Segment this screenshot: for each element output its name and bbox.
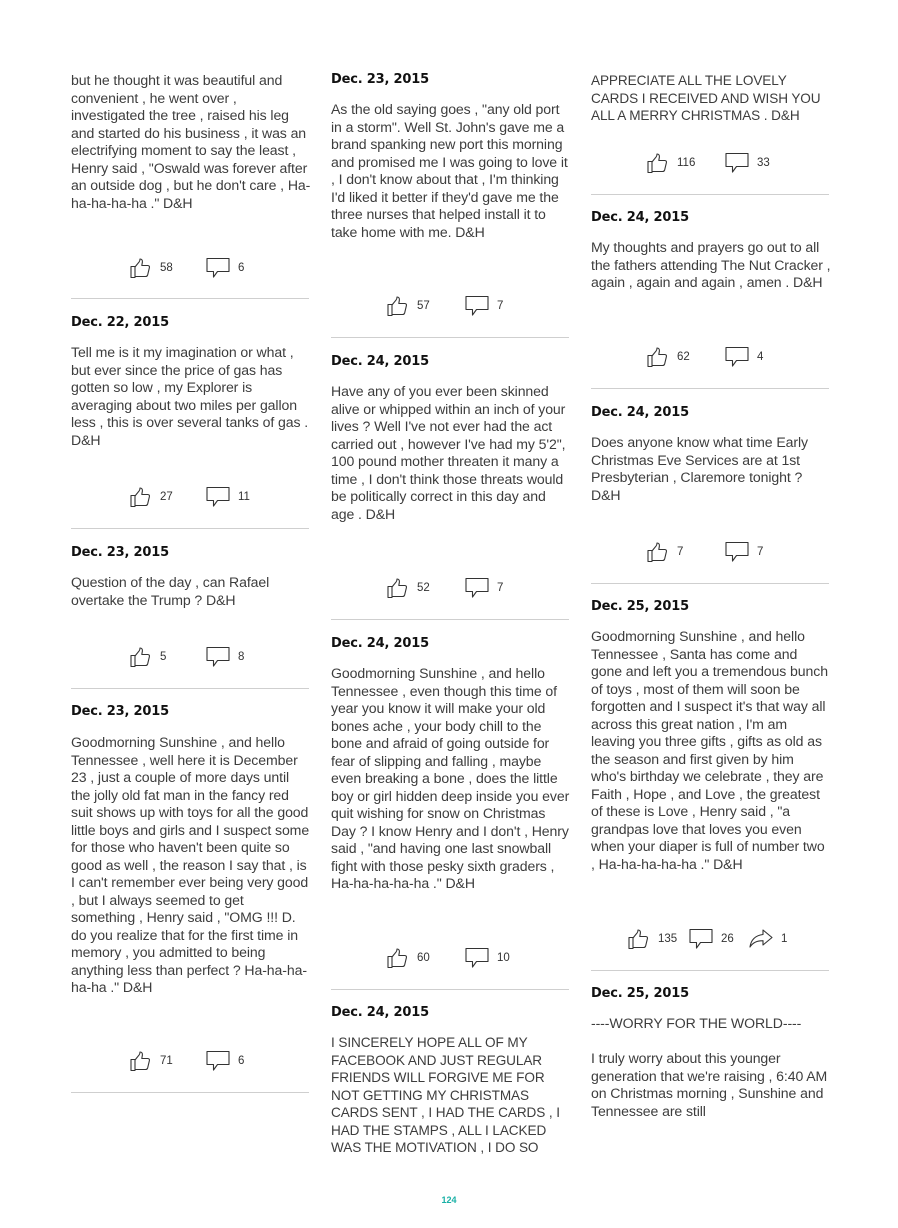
post-date: Dec. 24, 2015: [331, 1005, 429, 1020]
like-count: 116: [677, 157, 696, 169]
like-button[interactable]: [646, 151, 695, 175]
like-count: 135: [658, 933, 678, 945]
like-button[interactable]: [386, 294, 430, 318]
comment-count: 6: [238, 262, 245, 274]
comment-count: 7: [497, 582, 504, 594]
thumbs-up-icon: [386, 294, 410, 318]
comment-button[interactable]: [464, 946, 510, 970]
comment-button[interactable]: [724, 345, 763, 369]
post-date: Dec. 24, 2015: [331, 354, 429, 369]
comment-bubble-icon: [688, 927, 714, 951]
divider: [331, 337, 569, 338]
like-count: 71: [160, 1055, 173, 1067]
thumbs-up-icon: [646, 540, 670, 564]
post-text: I truly worry about this younger generation that we're raising , 6:40 AM on Christmas morning , Sunshine and Tennessee are still: [591, 1050, 828, 1119]
like-button[interactable]: [646, 345, 690, 369]
share-button[interactable]: [748, 927, 787, 951]
comment-count: 11: [238, 491, 250, 503]
post-date: Dec. 25, 2015: [591, 986, 689, 1001]
comment-count: 7: [757, 546, 764, 558]
like-button[interactable]: [386, 576, 430, 600]
post-heading: ----WORRY FOR THE WORLD----: [591, 1015, 802, 1031]
divider: [591, 388, 829, 389]
thumbs-up-icon: [129, 485, 153, 509]
post-text: Question of the day , can Rafael overtake the Trump ? D&H: [71, 574, 270, 608]
comment-bubble-icon: [724, 345, 750, 369]
post-text: As the old saying goes , "any old port in a storm". Well St. John's gave me a brand spanking new port this morning and promised me I was going to love it , I don't know about that , I'm thinking I'd liked it better if they'd gave me the three nurses that helped install it to take home with me. D&H: [331, 101, 568, 240]
like-button[interactable]: [129, 1049, 173, 1073]
like-button[interactable]: [627, 927, 677, 951]
comment-bubble-icon: [205, 645, 231, 669]
post-text: Goodmorning Sunshine , and hello Tennessee , well here it is December 23 , just a couple of more days until the jolly old fat man in the fancy red suit shows up with toys for all the good little boys and girls and I suspect some for those who haven't been quite so good as well , the reason I say that , is I can't remember ever being very good , but I always seemed to get something , Henry said , "OMG !!! D. do you realize that for the first time in memory , you admitted to being anything less than perfect ? Ha-ha-ha-ha-ha ." D&H: [71, 734, 310, 995]
divider: [71, 688, 309, 689]
comment-count: 6: [238, 1055, 245, 1067]
thumbs-up-icon: [646, 151, 670, 175]
divider: [591, 583, 829, 584]
like-button[interactable]: [386, 946, 430, 970]
post-text: Goodmorning Sunshine , and hello Tennessee , even though this time of year you know it will make your old bones ache , your body chill to the bone and afraid of going outside for fear of slipping and falling , maybe even breaking a bone , does the little boy or girl hidden deep inside you ever quit wishing for snow on Christmas Day ? I know Henry and I don't , Henry said , "and having one last snowball fight with those pesky sixth graders , Ha-ha-ha-ha-ha ." D&H: [331, 665, 570, 891]
post-date: Dec. 24, 2015: [591, 210, 689, 225]
like-count: 58: [160, 262, 173, 274]
comment-button[interactable]: [724, 540, 763, 564]
like-count: 5: [160, 651, 167, 663]
like-count: 7: [677, 546, 684, 558]
like-count: 62: [677, 351, 690, 363]
comment-bubble-icon: [724, 151, 750, 175]
comment-bubble-icon: [464, 576, 490, 600]
post-date: Dec. 23, 2015: [71, 704, 169, 719]
thumbs-up-icon: [129, 256, 153, 280]
divider: [331, 619, 569, 620]
comment-count: 7: [497, 300, 504, 312]
post-date: Dec. 23, 2015: [71, 545, 169, 560]
share-arrow-icon: [748, 927, 774, 951]
post-text: Have any of you ever been skinned alive or whipped within an inch of your lives ? Well I've not ever had the act carried out , however I've had my 5'2", 100 pound mother threaten it many a time , I don't think those threats would be politically correct in this day and age . D&H: [331, 383, 566, 522]
share-count: 1: [781, 933, 788, 945]
like-button[interactable]: [129, 485, 173, 509]
post-text: I SINCERELY HOPE ALL OF MY FACEBOOK AND JUST REGULAR FRIENDS WILL FORGIVE ME FOR NOT GETTING MY CHRISTMAS CARDS SENT , I HAD THE CARDS , I HAD THE STAMPS , ALL I LACKED WAS THE MOTIVATION , I DO SO: [331, 1035, 560, 1155]
like-count: 60: [417, 952, 430, 964]
comment-button[interactable]: [205, 1049, 244, 1073]
post-text: My thoughts and prayers go out to all the fathers attending The Nut Cracker , again , again and again , amen . D&H: [591, 239, 831, 290]
like-count: 52: [417, 582, 430, 594]
post-text: Does anyone know what time Early Christmas Eve Services are at 1st Presbyterian , Claremore tonight ? D&H: [591, 434, 808, 503]
divider: [71, 1092, 309, 1093]
comment-count: 8: [238, 651, 245, 663]
post-text: Tell me is it my imagination or what , but ever since the price of gas has gotten so low , my Explorer is averaging about two miles per gallon less , this is over several tanks of gas . D&H: [71, 344, 309, 448]
like-count: 27: [160, 491, 173, 503]
post-text: Goodmorning Sunshine , and hello Tennessee , Santa has come and gone and left you a tremendous bunch of toys , most of them will soon be forgotten and I suspect it's that way all across this great nation , I'm am leaving you three gifts , gifts as old as the season and first given by him who's birthday we celebrate , they are Faith , Hope , and Love , the greatest of these is Love , Henry said , "a grandpas love that loves you even when your diaper is full of number two , Ha-ha-ha-ha-ha ." D&H: [591, 628, 828, 872]
comment-button[interactable]: [464, 576, 503, 600]
comment-bubble-icon: [464, 294, 490, 318]
comment-count: 10: [497, 952, 510, 964]
post-text: but he thought it was beautiful and convenient , he went over , investigated the tree , raised his leg and started do his business , it was an electrifying moment to say the least , Henry said , "Oswald was forever after an outside dog , but he don't care , Ha-ha-ha-ha-ha ." D&H: [71, 72, 311, 211]
post-date: Dec. 25, 2015: [591, 599, 689, 614]
thumbs-up-icon: [386, 576, 410, 600]
comment-count: 26: [721, 933, 734, 945]
post-date: Dec. 22, 2015: [71, 315, 169, 330]
page-number: 124: [441, 1195, 457, 1205]
divider: [591, 194, 829, 195]
comment-bubble-icon: [205, 1049, 231, 1073]
post-date: Dec. 24, 2015: [331, 636, 429, 651]
divider: [71, 298, 309, 299]
comment-button[interactable]: [688, 927, 734, 951]
comment-bubble-icon: [205, 256, 231, 280]
post-date: Dec. 24, 2015: [591, 405, 689, 420]
post-text: APPRECIATE ALL THE LOVELY CARDS I RECEIVED AND WISH YOU ALL A MERRY CHRISTMAS . D&H: [591, 73, 821, 123]
comment-button[interactable]: [205, 256, 244, 280]
comment-button[interactable]: [464, 294, 503, 318]
comment-bubble-icon: [724, 540, 750, 564]
comment-button[interactable]: [205, 645, 244, 669]
comment-count: 33: [757, 157, 770, 169]
comment-bubble-icon: [205, 485, 231, 509]
thumbs-up-icon: [646, 345, 670, 369]
thumbs-up-icon: [386, 946, 410, 970]
comment-button[interactable]: [724, 151, 770, 175]
comment-bubble-icon: [464, 946, 490, 970]
divider: [331, 989, 569, 990]
like-count: 57: [417, 300, 430, 312]
divider: [71, 528, 309, 529]
post-date: Dec. 23, 2015: [331, 72, 429, 87]
thumbs-up-icon: [129, 1049, 153, 1073]
like-button[interactable]: [646, 540, 683, 564]
like-button[interactable]: [129, 645, 166, 669]
comment-button[interactable]: [205, 485, 250, 509]
divider: [591, 970, 829, 971]
thumbs-up-icon: [627, 927, 651, 951]
thumbs-up-icon: [129, 645, 153, 669]
like-button[interactable]: [129, 256, 173, 280]
comment-count: 4: [757, 351, 764, 363]
